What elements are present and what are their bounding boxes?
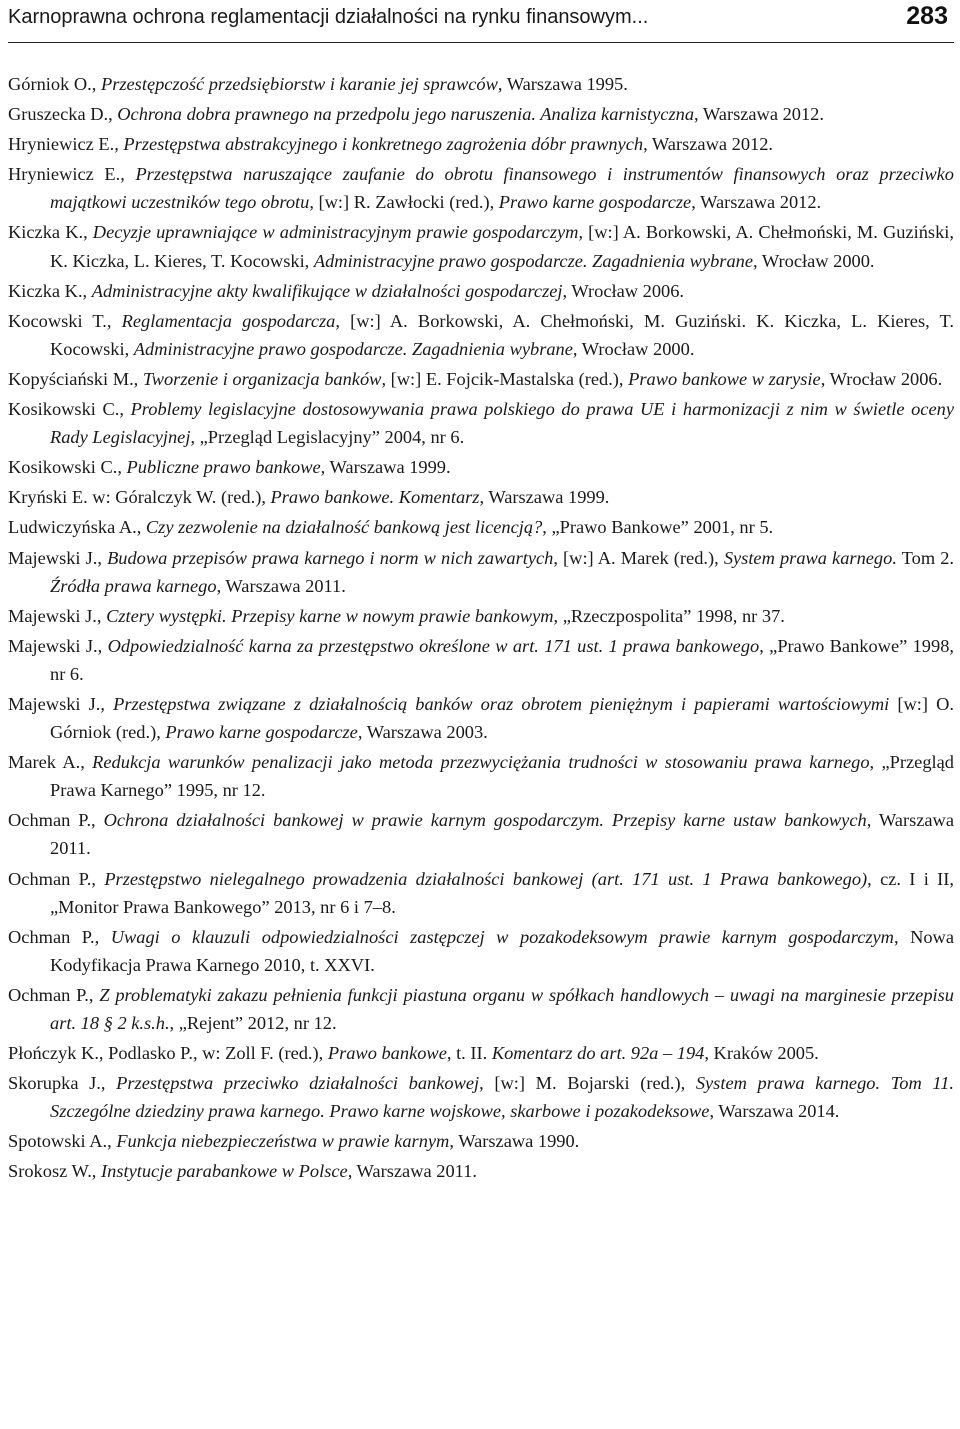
bibliography-entry — [8, 1157, 954, 1185]
entry-text-segment: , Warszawa 2012. — [694, 104, 824, 125]
entry-title-segment: Przestępczość przedsiębiorstw i karanie jej sprawców — [100, 74, 498, 94]
bibliography-entry — [8, 544, 954, 600]
bibliography-entry — [8, 1039, 954, 1067]
entry-title-segment: Komentarz do art. 92a – 194 — [491, 1043, 705, 1064]
entry-text-segment: Majewski J., — [8, 693, 114, 714]
bibliography-entry — [8, 483, 954, 511]
entry-text-segment: , [w:] E. Fojcik-Mastalska (red.), — [381, 368, 629, 389]
entry-text-segment: , „Prawo Bankowe” 1998, nr 6. — [50, 635, 954, 684]
entry-text-segment: Kosikowski C., — [8, 399, 131, 420]
running-header-title: Karnoprawna ochrona reglamentacji działalności na rynku finansowym... — [8, 6, 649, 28]
entry-title-segment: Przestępstwa naruszające zaufanie do obrotu finansowego i instrumentów finansowych oraz przeciwko majątkowi uczestników tego obrotu — [50, 164, 954, 213]
entry-text-segment: , Kraków 2005. — [704, 1043, 819, 1064]
entry-text-segment: , Nowa Kodyfikacja Prawa Karnego 2010, t. XXVI. — [50, 926, 954, 975]
entry-text-segment: , Wrocław 2000. — [753, 250, 875, 271]
entry-text-segment: , Warszawa 2011. — [347, 1161, 477, 1182]
entry-title-segment: Tworzenie i organizacja banków — [142, 368, 382, 389]
entry-text-segment: , Warszawa 2014. — [709, 1101, 840, 1122]
entry-title-segment: Publiczne prawo bankowe — [126, 457, 321, 478]
bibliography-entry — [8, 1127, 954, 1155]
entry-text-segment: Tom 2. — [896, 547, 955, 568]
bibliography-entry — [8, 70, 954, 98]
entry-text-segment: , Warszawa 1995. — [497, 74, 628, 94]
entry-text-segment: Ochman P., — [8, 926, 111, 947]
entry-text-segment: , t. II. — [446, 1043, 492, 1064]
entry-text-segment: , „Prawo Bankowe” 2001, nr 5. — [542, 517, 774, 538]
entry-text-segment: , [w:] M. Bojarski (red.), — [479, 1073, 696, 1094]
bibliography-entry — [8, 100, 954, 128]
bibliography-entry — [8, 307, 954, 363]
entry-title-segment: Przestępstwa abstrakcyjnego i konkretnego zagrożenia dóbr prawnych — [123, 134, 644, 155]
entry-text-segment: , Warszawa 2011. — [50, 810, 954, 859]
entry-title-segment: Cztery występki. Przepisy karne w nowym prawie bankowym — [106, 605, 554, 626]
entry-text-segment: Majewski J., — [8, 605, 107, 626]
entry-text-segment: , „Przegląd Legislacyjny” 2004, nr 6. — [190, 427, 465, 448]
entry-text-segment: Gruszecka D., — [8, 104, 118, 125]
entry-title-segment: Przestępstwo nielegalnego prowadzenia działalności bankowej (art. 171 ust. 1 Prawa bankowego) — [104, 868, 868, 889]
entry-title-segment: Problemy legislacyjne dostosowywania prawa polskiego do prawa UE i harmonizacji z nim w świetle oceny Rady Legislacyjnej — [50, 399, 954, 448]
entry-text-segment: , Wrocław 2006. — [562, 280, 685, 301]
page-number: 283 — [906, 2, 948, 30]
entry-text-segment: , Warszawa 2011. — [216, 575, 346, 596]
entry-text-segment: , „Przegląd Prawa Karnego” 1995, nr 12. — [50, 752, 954, 801]
bibliography-entry — [8, 748, 954, 804]
bibliography-entry — [8, 806, 954, 862]
entry-title-segment: Prawo karne gospodarcze — [165, 722, 358, 743]
running-header — [8, 2, 954, 43]
entry-title-segment: Odpowiedzialność karna za przestępstwo określone w art. 171 ust. 1 prawa bankowego — [107, 635, 760, 656]
entry-text-segment: Kryński E. w: Góralczyk W. (red.), — [8, 487, 271, 508]
entry-title-segment: Przestępstwa związane z działalnością banków oraz obrotem pieniężnym i papierami wartościowymi — [113, 693, 890, 714]
entry-title-segment: Budowa przepisów prawa karnego i norm w nich zawartych — [107, 547, 554, 568]
bibliography-entry — [8, 395, 954, 451]
bibliography-entry — [8, 218, 954, 274]
bibliography-entry — [8, 513, 954, 541]
bibliography-entry — [8, 981, 954, 1037]
entry-text-segment: , Warszawa 2012. — [643, 134, 773, 155]
entry-text-segment: Hryniewicz E., — [8, 134, 124, 155]
entry-text-segment: [w:] O. Górniok (red.), — [50, 693, 955, 743]
entry-text-segment: Ochman P., — [8, 868, 105, 889]
entry-text-segment: , Wrocław 2000. — [572, 338, 695, 359]
entry-text-segment: , Warszawa 1990. — [449, 1131, 580, 1152]
bibliography-entry — [8, 602, 954, 630]
entry-text-segment: , [w:] A. Marek (red.), — [553, 547, 724, 568]
entry-title-segment: Ochrona dobra prawnego na przedpolu jego naruszenia. Analiza karnistyczna — [117, 104, 695, 125]
entry-text-segment: Majewski J., — [8, 547, 108, 568]
entry-text-segment: Kiczka K., — [8, 280, 92, 301]
entry-text-segment: Ochman P., — [8, 984, 100, 1005]
entry-text-segment: , Warszawa 1999. — [320, 457, 451, 478]
entry-title-segment: Funkcja niebezpieczeństwa w prawie karnym — [116, 1131, 450, 1152]
entry-text-segment: Kopyściański M., — [8, 368, 143, 389]
entry-text-segment: Ludwiczyńska A., — [8, 517, 146, 538]
entry-title-segment: Instytucje parabankowe w Polsce — [101, 1161, 348, 1182]
entry-title-segment: Czy zezwolenie na działalność bankową jest licencją? — [145, 517, 543, 538]
entry-text-segment: Kosikowski C., — [8, 457, 127, 478]
entry-title-segment: Administracyjne prawo gospodarcze. Zagadnienia wybrane — [133, 338, 573, 359]
entry-title-segment: Redukcja warunków penalizacji jako metoda przezwyciężania trudności w stosowaniu prawa karnego — [92, 752, 870, 773]
entry-title-segment: Z problematyki zakazu pełnienia funkcji piastuna organu w spółkach handlowych – uwagi na marginesie przepisu art. 18 § 2 k.s.h. — [50, 984, 954, 1033]
entry-title-segment: Reglamentacja gospodarcza — [121, 310, 336, 331]
bibliography-entry — [8, 365, 954, 393]
bibliography-entry — [8, 130, 954, 158]
entry-text-segment: Skorupka J., — [8, 1073, 117, 1094]
entry-text-segment: , [w:] A. Borkowski, A. Chełmoński, M. Guziński. K. Kiczka, L. Kieres, T. Kocowski, — [50, 310, 954, 359]
bibliography-entry — [8, 690, 954, 746]
entry-text-segment: Płończyk K., Podlasko P., w: Zoll F. (red.), — [8, 1043, 328, 1064]
entry-text-segment: Srokosz W., — [8, 1161, 101, 1182]
bibliography-entry — [8, 277, 954, 305]
entry-text-segment: , Warszawa 2003. — [357, 722, 488, 743]
entry-text-segment: , Warszawa 1999. — [479, 487, 610, 508]
entry-text-segment: Kocowski T., — [8, 310, 122, 331]
entry-text-segment: , „Rejent” 2012, nr 12. — [169, 1013, 337, 1033]
entry-text-segment: , [w:] A. Borkowski, A. Chełmoński, M. Guziński, K. Kiczka, L. Kieres, T. Kocowski, — [50, 222, 954, 271]
bibliography-entry — [8, 632, 954, 688]
entry-text-segment: , Wrocław 2006. — [820, 368, 943, 389]
entry-title-segment: Decyzje uprawniające w administracyjnym prawie gospodarczym — [92, 222, 579, 243]
entry-text-segment: , [w:] R. Zawłocki (red.), — [309, 192, 499, 213]
entry-text-segment: Majewski J., — [8, 635, 108, 656]
entry-text-segment: Hryniewicz E., — [8, 164, 136, 185]
bibliography-entry — [8, 160, 954, 216]
bibliography-list — [8, 70, 954, 1186]
entry-text-segment: , „Rzeczpospolita” 1998, nr 37. — [553, 605, 785, 626]
entry-title-segment: Prawo bankowe — [327, 1043, 447, 1064]
entry-text-segment: Marek A., — [8, 752, 93, 773]
entry-text-segment: Kiczka K., — [8, 222, 93, 243]
entry-title-segment: Uwagi o klauzuli odpowiedzialności zastępczej w pozakodeksowym prawie karnym gospodarczym — [110, 926, 894, 947]
bibliography-entry — [8, 923, 954, 979]
bibliography-entry — [8, 453, 954, 481]
entry-title-segment: Ochrona działalności bankowej w prawie karnym gospodarczym. Przepisy karne ustaw bankowych — [103, 810, 867, 831]
bibliography-entry — [8, 865, 954, 921]
entry-title-segment: Prawo bankowe w zarysie — [628, 368, 821, 389]
entry-title-segment: Źródła prawa karnego — [50, 575, 217, 596]
entry-text-segment: Ochman P., — [8, 810, 104, 831]
entry-title-segment: System prawa karnego. Tom 11. Szczególne dziedziny prawa karnego. Prawo karne wojskowe, skarbowe i pozakodeksowe — [50, 1073, 955, 1122]
entry-title-segment: Administracyjne prawo gospodarcze. Zagadnienia wybrane — [313, 250, 754, 271]
entry-title-segment: System prawa karnego. — [723, 547, 897, 568]
entry-title-segment: Administracyjne akty kwalifikujące w działalności gospodarczej — [91, 280, 563, 301]
entry-title-segment: Prawo bankowe. Komentarz — [270, 487, 480, 508]
entry-title-segment: Przestępstwa przeciwko działalności bankowej — [116, 1073, 480, 1094]
entry-title-segment: Prawo karne gospodarcze — [498, 192, 692, 213]
entry-text-segment: Górniok O., — [8, 74, 101, 94]
entry-text-segment: , cz. I i II, „Monitor Prawa Bankowego” 2013, nr 6 i 7–8. — [50, 868, 954, 917]
bibliography-entry — [8, 1069, 954, 1125]
entry-text-segment: Spotowski A., — [8, 1131, 117, 1152]
entry-text-segment: , Warszawa 2012. — [691, 192, 822, 213]
